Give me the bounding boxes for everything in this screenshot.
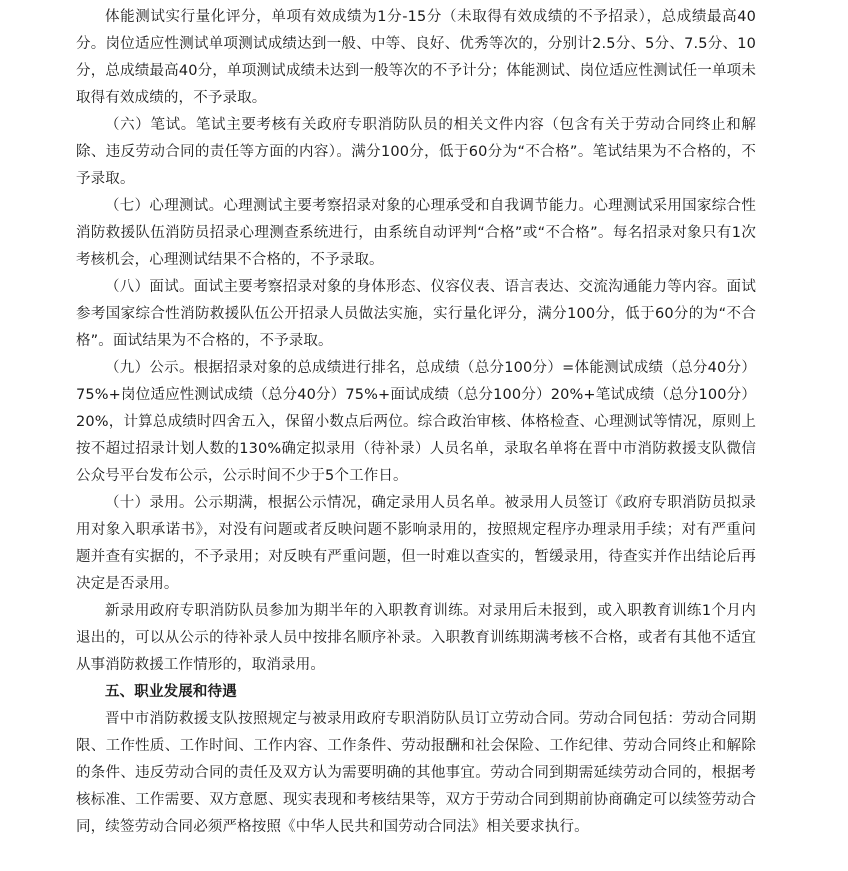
- document-body: [76, 4, 756, 841]
- paragraph-interview: （八）面试。面试主要考察招录对象的身体形态、仪容仪表、语言表达、交流沟通能力等内容。面试参考国家综合性消防救援队伍公开招录人员做法实施，实行量化评分，满分100分，低于60分的为“不合格”。面试结果为不合格的，不予录取。: [76, 279, 756, 349]
- paragraph-hiring: （十）录用。公示期满，根据公示情况，确定录用人员名单。被录用人员签订《政府专职消防员拟录用对象入职承诺书》，对没有问题或者反映问题不影响录用的，按照规定程序办理录用手续；对有严重问题并查有实据的，不予录用；对反映有严重问题，但一时难以查实的，暂缓录用，待查实并作出结论后再决定是否录用。: [76, 495, 756, 592]
- section-heading: 五、职业发展和待遇: [105, 684, 237, 700]
- paragraph-psych-test: （七）心理测试。心理测试主要考察招录对象的心理承受和自我调节能力。心理测试采用国家综合性消防救援队伍消防员招录心理测查系统进行，由系统自动评判“合格”或“不合格”。每名招录对象只有1次考核机会，心理测试结果不合格的，不予录取。: [76, 198, 756, 268]
- paragraph-scoring: 体能测试实行量化评分，单项有效成绩为1分-15分（未取得有效成绩的不予招录），总成绩最高40分。岗位适应性测试单项测试成绩达到一般、中等、良好、优秀等次的，分别计2.5分、5分、7.5分、10分，总成绩最高40分，单项测试成绩未达到一般等次的不予计分；体能测试、岗位适应性测试任一单项未取得有效成绩的，不予录取。: [76, 9, 756, 106]
- paragraph-publicity: （九）公示。根据招录对象的总成绩进行排名，总成绩（总分100分）=体能测试成绩（总分40分）75%+岗位适应性测试成绩（总分40分）75%+面试成绩（总分100分）20%+笔试成绩（总分100分）20%，计算总成绩时四舍五入，保留小数点后两位。综合政治审核、体格检查、心理测试等情况，原则上按不超过招录计划人数的130%确定拟录用（待补录）人员名单，录取名单将在晋中市消防救援支队微信公众号平台发布公示，公示时间不少于5个工作日。: [76, 360, 756, 484]
- paragraph-written-test: （六）笔试。笔试主要考核有关政府专职消防队员的相关文件内容（包含有关于劳动合同终止和解除、违反劳动合同的责任等方面的内容）。满分100分，低于60分为“不合格”。笔试结果为不合格的，不予录取。: [76, 117, 756, 187]
- paragraph-contract: 晋中市消防救援支队按照规定与被录用政府专职消防队员订立劳动合同。劳动合同包括：劳动合同期限、工作性质、工作时间、工作内容、工作条件、劳动报酬和社会保险、工作纪律、劳动合同终止和解除的条件、违反劳动合同的责任及双方认为需要明确的其他事宜。劳动合同到期需延续劳动合同的，根据考核标准、工作需要、双方意愿、现实表现和考核结果等，双方于劳动合同到期前协商确定可以续签劳动合同，续签劳动合同必须严格按照《中华人民共和国劳动合同法》相关要求执行。: [76, 711, 756, 835]
- paragraph-training: 新录用政府专职消防队员参加为期半年的入职教育训练。对录用后未报到，或入职教育训练1个月内退出的，可以从公示的待补录人员中按排名顺序补录。入职教育训练期满考核不合格，或者有其他不适宜从事消防救援工作情形的，取消录用。: [76, 603, 756, 673]
